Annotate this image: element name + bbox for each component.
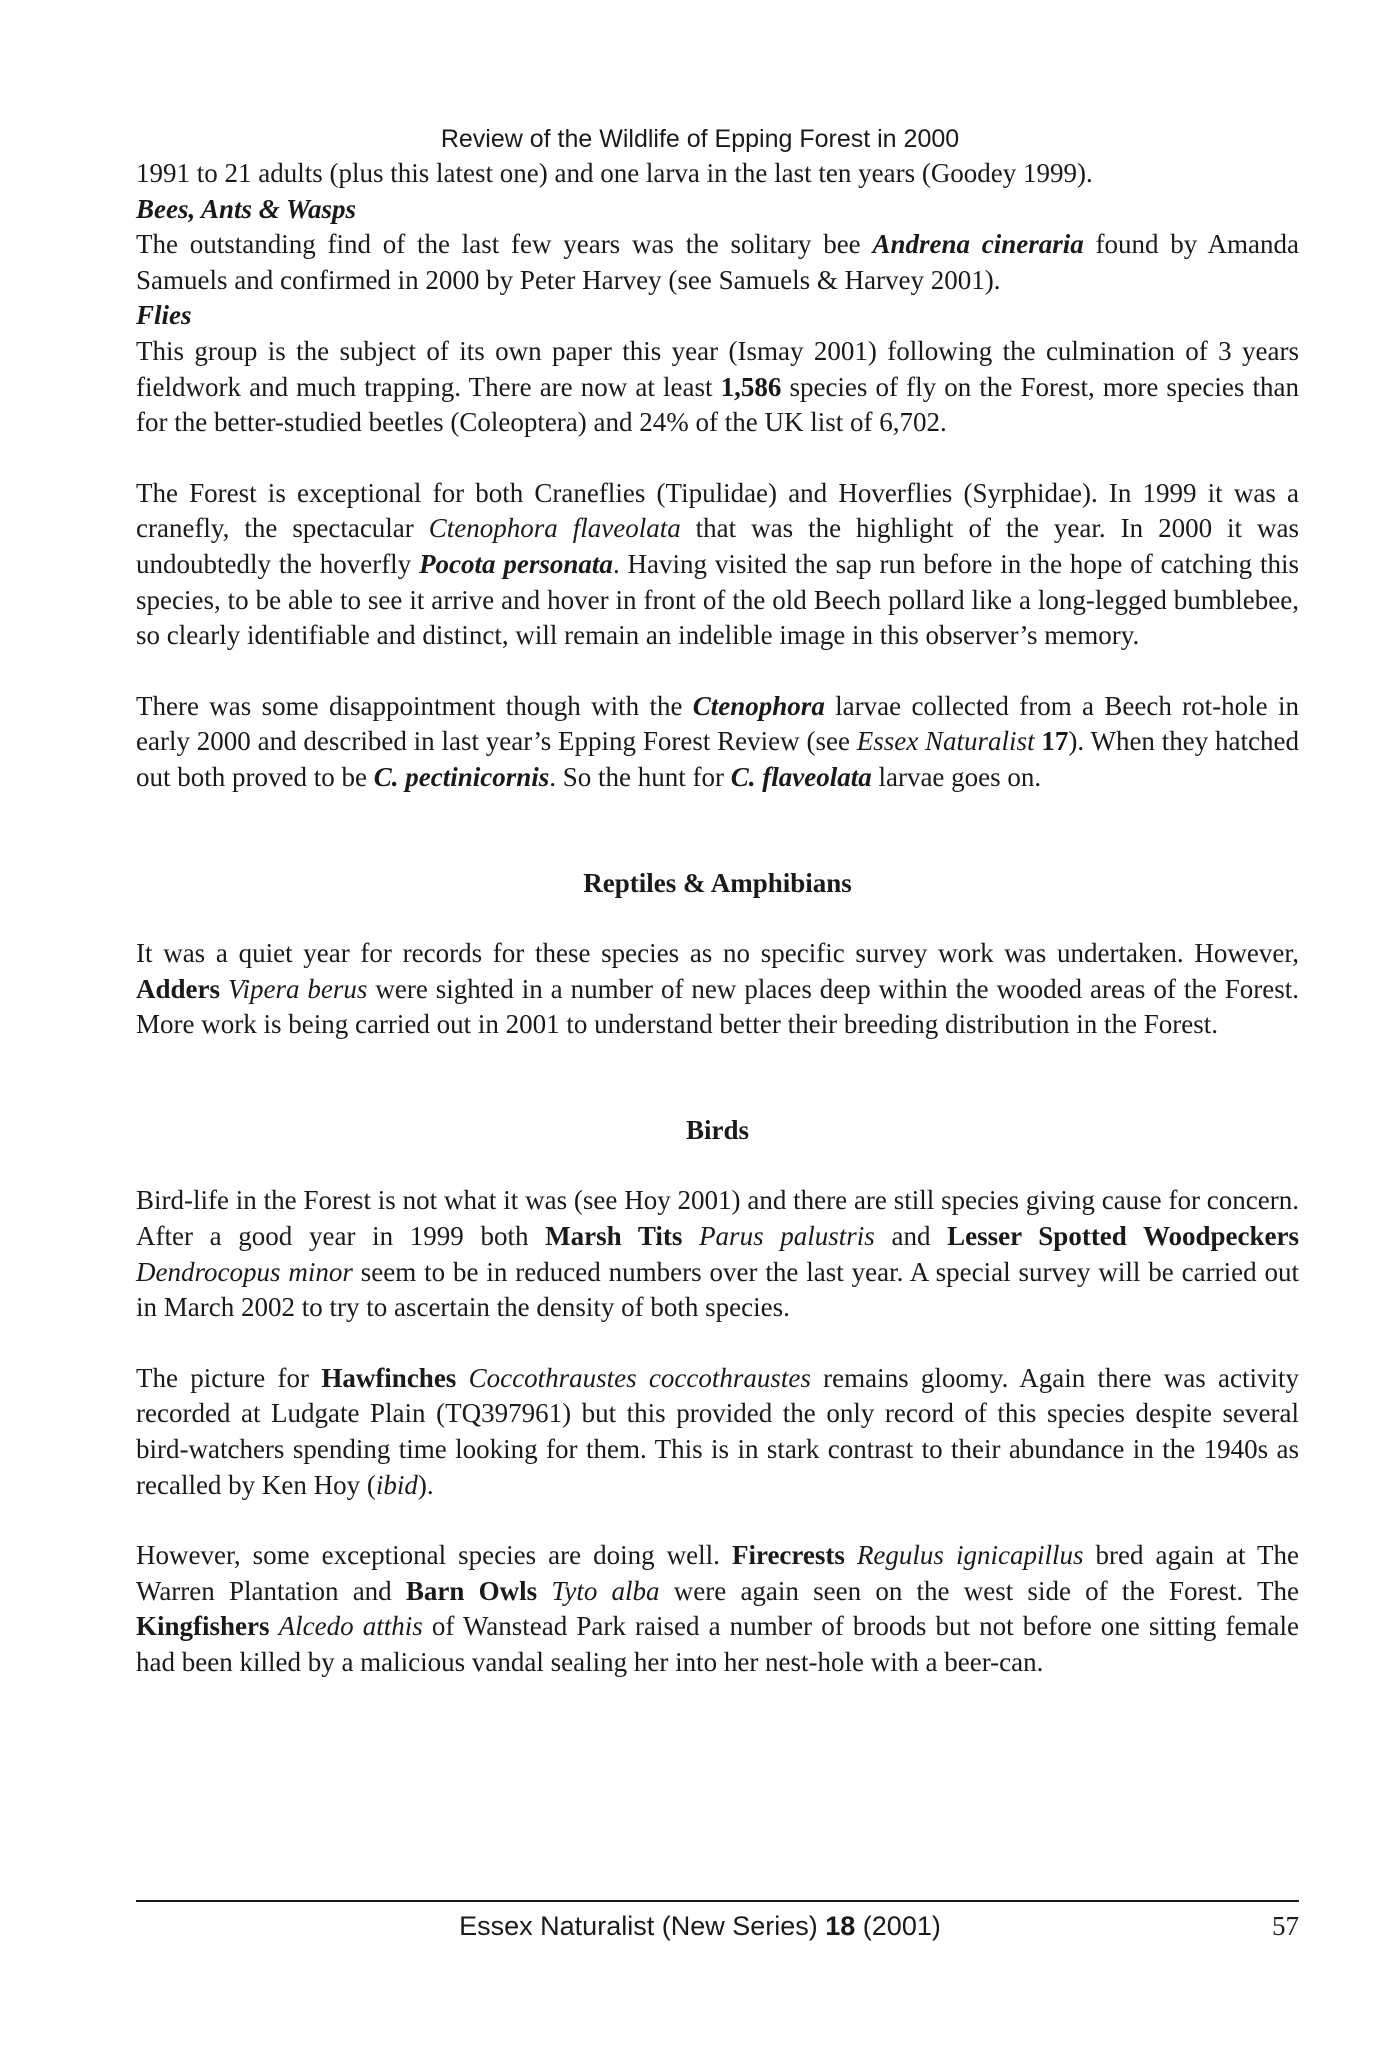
text-run: It was a quiet year for records for these species as no specific survey work was undertaken. However, bbox=[136, 938, 1299, 969]
text-run: of Wanstead Park raised a number of broods but not before one sitting female had been killed by a malicious vandal sealing her into her nest-hole with a beer-can. bbox=[136, 1611, 1299, 1677]
text-run: seem to be in reduced numbers over the last year. A special survey will be carried out in March 2002 to try to ascertain the density of both species. bbox=[136, 1256, 1299, 1323]
common-name: Lesser Spotted Woodpeckers bbox=[947, 1221, 1299, 1252]
species-name: Alcedo atthis bbox=[278, 1611, 423, 1642]
species-count: 1,586 bbox=[720, 371, 782, 402]
text-run: found by Amanda Samuels and confirmed in 2000 by Peter Harvey (see Samuels & Harvey 2001). bbox=[136, 229, 1299, 295]
text-run: Bird-life in the Forest is not what it was (see Hoy 2001) and there are still species giving cause for concern. After a good year in 1999 both bbox=[136, 1185, 1299, 1252]
citation-ibid: ibid bbox=[375, 1469, 418, 1500]
text-run: larvae collected from a Beech rot-hole in early 2000 and described in last year’s Epping Forest Review (see bbox=[136, 690, 1299, 757]
continuation-paragraph bbox=[136, 156, 1299, 192]
text-run: . Having visited the sap run before in the hope of catching this species, to be able to see it arrive and hover in front of the old Beech pollard like a long-legged bumblebee, so clearly identifiable and distinct, will remain an indelible image in this observer’s memory. bbox=[136, 548, 1299, 651]
text-run: However, some exceptional species are doing well. bbox=[136, 1540, 732, 1571]
species-name: Andrena cineraria bbox=[872, 229, 1084, 260]
text-run: were again seen on the west side of the Forest. The bbox=[659, 1575, 1299, 1606]
journal-volume: 17 bbox=[1041, 726, 1069, 757]
species-name: Regulus ignicapillus bbox=[856, 1540, 1084, 1571]
common-name: Barn Owls bbox=[405, 1575, 538, 1606]
species-name: Tyto alba bbox=[551, 1575, 660, 1606]
text-run: and bbox=[874, 1221, 948, 1252]
common-name: Kingfishers bbox=[136, 1611, 270, 1642]
species-name: Dendrocopus minor bbox=[136, 1256, 353, 1287]
journal-volume: 18 bbox=[825, 1911, 856, 1941]
paragraph-birds-3 bbox=[136, 1538, 1299, 1680]
subheading-flies: Flies bbox=[136, 300, 192, 331]
text-run: Essex Naturalist (New Series) bbox=[459, 1911, 826, 1941]
text-run: larvae goes on. bbox=[871, 761, 1042, 792]
paragraph-flies-2 bbox=[136, 476, 1299, 654]
common-name: Firecrests bbox=[731, 1540, 845, 1571]
section-heading-birds: Birds bbox=[685, 1114, 750, 1145]
running-header: Review of the Wildlife of Epping Forest in 2000 bbox=[440, 125, 960, 153]
species-name: Ctenophora flaveolata bbox=[428, 513, 681, 544]
text-run: ). bbox=[417, 1469, 434, 1500]
text-run: bred again at The Warren Plantation and bbox=[136, 1540, 1299, 1606]
text-run: that was the highlight of the year. In 2000 it was undoubtedly the hoverfly bbox=[136, 513, 1299, 579]
common-name: Marsh Tits bbox=[545, 1221, 683, 1252]
paragraph-flies-1 bbox=[136, 334, 1299, 441]
text-run: . So the hunt for bbox=[549, 761, 731, 792]
body-text bbox=[136, 156, 1299, 1681]
text-run: The picture for bbox=[136, 1362, 322, 1393]
text-run: 1991 to 21 adults (plus this latest one) and one larva in the last ten years (Goodey 1999). bbox=[136, 158, 1093, 188]
species-name: C. flaveolata bbox=[730, 761, 872, 792]
text-run: species of fly on the Forest, more species than for the better-studied beetles (Coleoptera) and 24% of the UK list of 6,702. bbox=[136, 371, 1299, 438]
genus-name: Ctenophora bbox=[692, 690, 825, 721]
text-run: This group is the subject of its own paper this year (Ismay 2001) following the culmination of 3 years fieldwork and much trapping. There are now at least bbox=[136, 335, 1299, 402]
journal-name: Essex Naturalist bbox=[856, 726, 1035, 757]
common-name: Adders bbox=[136, 973, 221, 1004]
text-run: were sighted in a number of new places deep within the wooded areas of the Forest. More work is being carried out in 2001 to understand better their breeding distribution in the Forest. bbox=[136, 973, 1300, 1040]
paragraph-birds-2 bbox=[136, 1361, 1299, 1503]
paragraph-birds-1 bbox=[136, 1183, 1299, 1325]
page-number: 57 bbox=[1272, 1911, 1299, 1941]
text-run: ). When they hatched out both proved to be bbox=[136, 726, 1299, 792]
paragraph-bees bbox=[136, 227, 1299, 298]
footer-journal-citation bbox=[0, 1908, 1400, 1944]
species-name: C. pectinicornis bbox=[373, 761, 550, 792]
species-name: Parus palustris bbox=[699, 1221, 875, 1252]
text-run: (2001) bbox=[855, 1911, 941, 1941]
species-name: Pocota personata bbox=[419, 548, 613, 579]
paragraph-reptiles bbox=[136, 936, 1299, 1043]
section-heading-reptiles-amphibians: Reptiles & Amphibians bbox=[583, 867, 852, 898]
common-name: Hawfinches bbox=[321, 1362, 457, 1393]
text-run: remains gloomy. Again there was activity recorded at Ludgate Plain (TQ397961) but this provided the only record of this species despite several bird-watchers spending time looking for them. This is in stark contrast to their abundance in the 1940s as recalled by Ken Hoy ( bbox=[136, 1362, 1300, 1500]
paragraph-flies-3 bbox=[136, 689, 1299, 796]
text-run: The outstanding find of the last few years was the solitary bee bbox=[136, 229, 873, 260]
species-name: Vipera berus bbox=[227, 973, 368, 1004]
subheading-bees-ants-wasps: Bees, Ants & Wasps bbox=[136, 193, 357, 224]
text-run: The Forest is exceptional for both Craneflies (Tipulidae) and Hoverflies (Syrphidae). In 1999 it was a cranefly, the spectacular bbox=[136, 477, 1299, 544]
footer-rule bbox=[136, 1900, 1299, 1902]
text-run: There was some disappointment though with the bbox=[136, 690, 693, 721]
species-name: Coccothraustes coccothraustes bbox=[468, 1362, 811, 1393]
